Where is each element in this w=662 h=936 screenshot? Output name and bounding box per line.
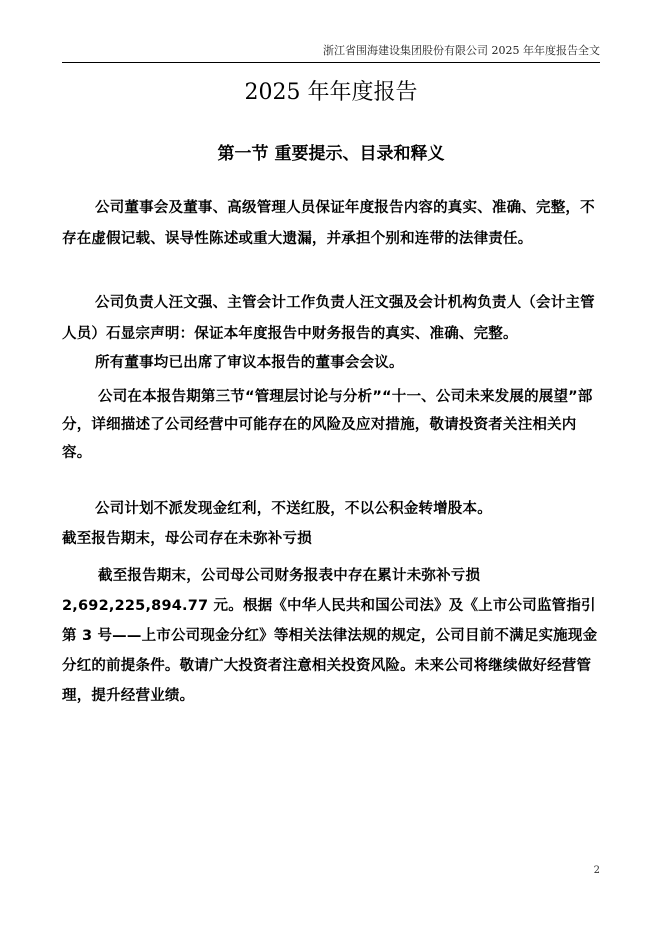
paragraph-board-guarantee: 公司董事会及董事、高级管理人员保证年度报告内容的真实、准确、完整，不存在虚假记载、误导性陈述或重大遗漏，并承担个别和连带的法律责任。	[62, 200, 595, 247]
page-number: 2	[593, 865, 600, 876]
uncovered-loss-first-line: 截至报告期末，公司母公司财务报表中存在累计未弥补亏损	[98, 568, 481, 584]
paragraph-directors-attendance: 所有董事均已出席了审议本报告的董事会会议。	[95, 355, 404, 371]
uncovered-loss-rest: 2,692,225,894.77 元。根据《中华人民共和国公司法》及《上市公司监管指引第 3 号——上市公司现金分红》等相关法律法规的规定，公司目前不满足实施现金分红的前提条件。敬请广大投资者注意相关投资风险。未来公司将继续做好经营管理，提升经营业绩。	[62, 598, 598, 704]
report-title: 2025 年年度报告	[244, 80, 418, 105]
paragraph-uncovered-loss-detail	[62, 561, 602, 711]
page-header: 浙江省围海建设集团股份有限公司 2025 年年度报告全文	[62, 44, 600, 63]
paragraph-uncovered-loss-heading: 截至报告期末，母公司存在未弥补亏损	[62, 531, 312, 547]
paragraph-risk-notice: 公司在本报告期第三节“管理层讨论与分析”“十一、公司未来发展的展望”部分，详细描述了公司经营中可能存在的风险及应对措施，敬请投资者关注相关内容。	[62, 389, 593, 461]
section-title: 第一节 重要提示、目录和释义	[217, 144, 445, 164]
paragraph-responsible-persons: 公司负责人汪文强、主管会计工作负责人汪文强及会计机构负责人（会计主管人员）石显宗声明：保证本年度报告中财务报告的真实、准确、完整。	[62, 295, 595, 342]
paragraph-dividend-plan: 公司计划不派发现金红利，不送红股，不以公积金转增股本。	[95, 501, 492, 517]
